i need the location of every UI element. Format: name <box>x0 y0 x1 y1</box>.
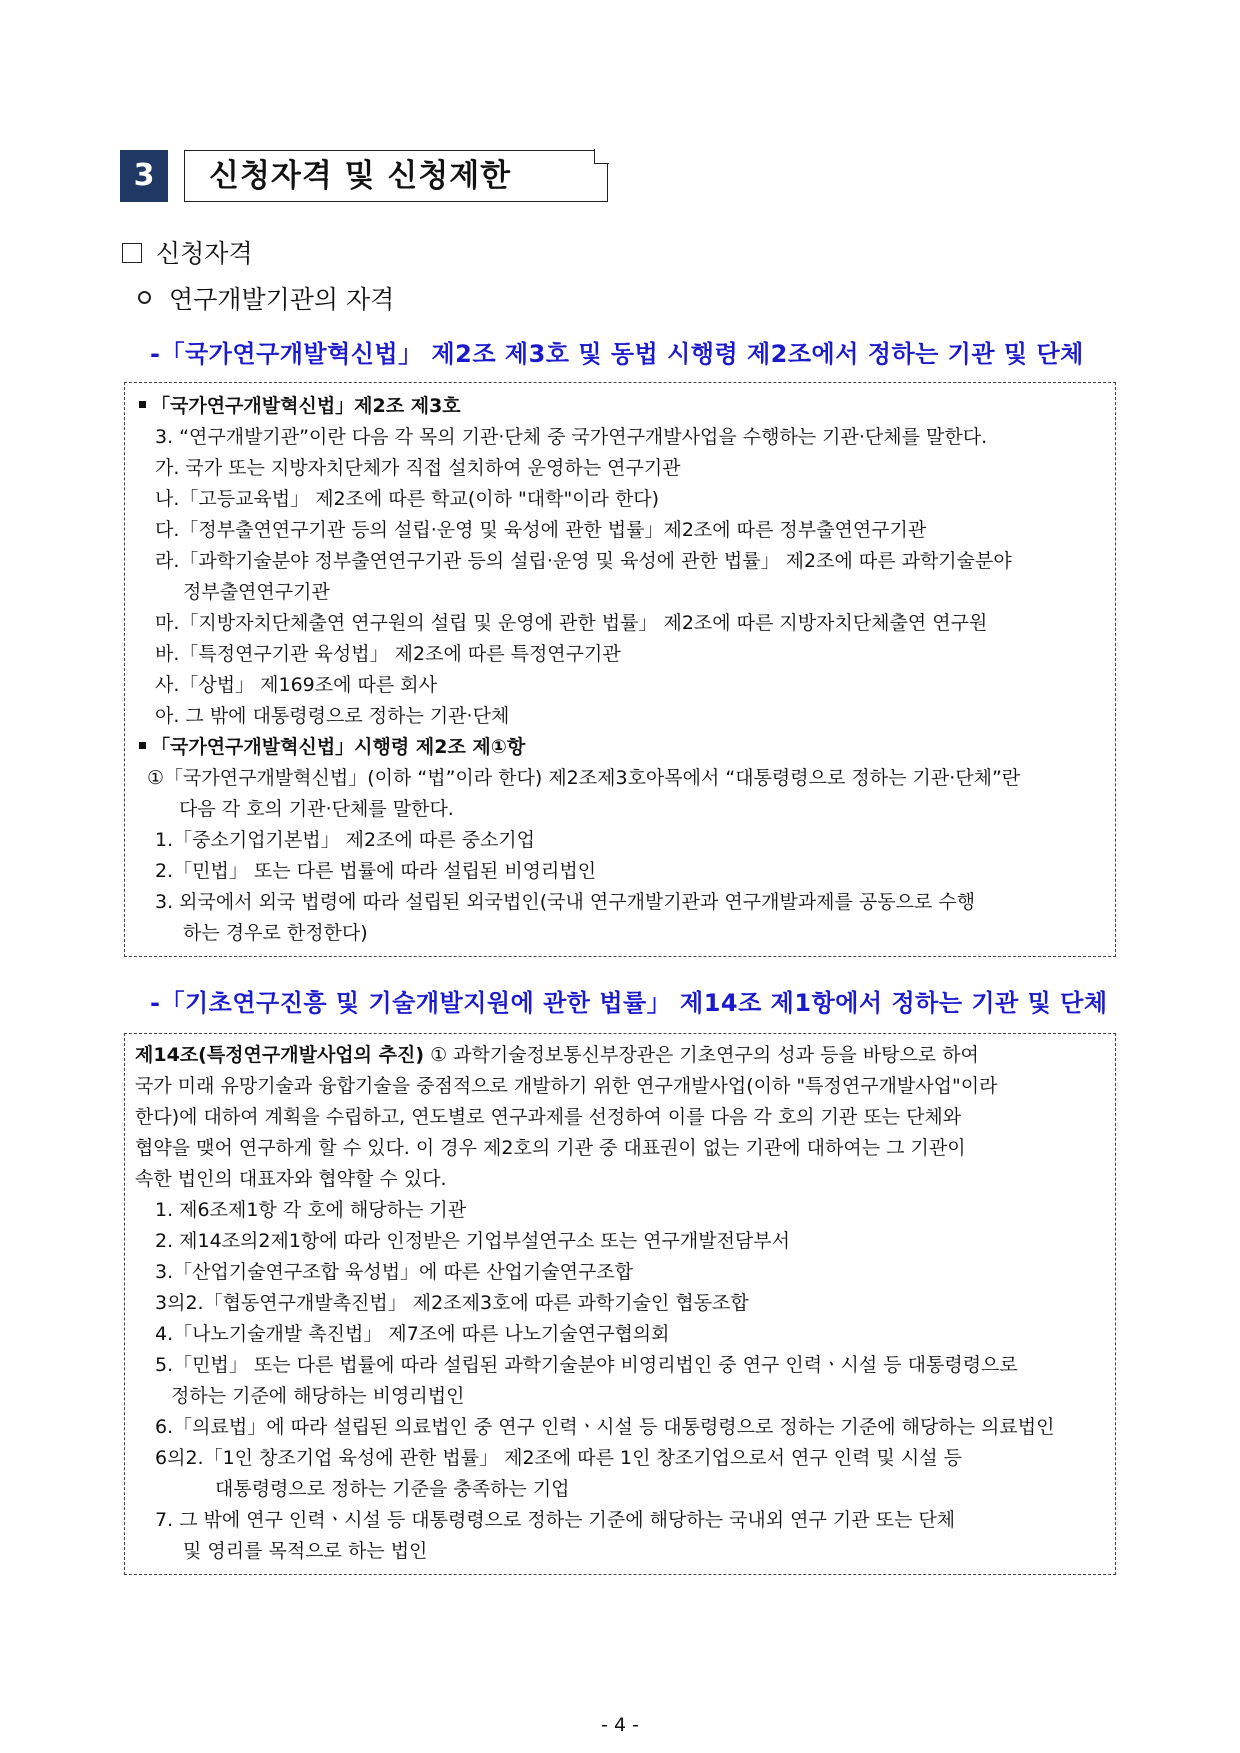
box2-line: 4.「나노기술개발 촉진법」 제7조에 따른 나노기술연구협의회 <box>155 1323 670 1345</box>
box1-line: 1.「중소기업기본법」 제2조에 따른 중소기업 <box>155 829 535 851</box>
box1-line: 다.「정부출연연구기관 등의 설립·운영 및 육성에 관한 법률」제2조에 따른 정부출연연구기관 <box>155 519 927 541</box>
box2-line: 5.「민법」 또는 다른 법률에 따라 설립된 과학기술분야 비영리법인 중 연구 인력ㆍ시설 등 대통령령으로 <box>155 1354 1018 1376</box>
law-box-basic-research-act <box>124 1033 1116 1575</box>
box2-line: 국가 미래 유망기술과 융합기술을 중점적으로 개발하기 위한 연구개발사업(이하 "특정연구개발사업"이라 <box>135 1075 998 1097</box>
blue-heading-basic-research-act: -「기초연구진흥 및 기술개발지원에 관한 법률」 제14조 제1항에서 정하는 기관 및 단체 <box>150 989 1108 1017</box>
square-bullet-icon <box>122 243 142 263</box>
box2-line: 정하는 기준에 해당하는 비영리법인 <box>171 1385 465 1407</box>
page-number: - 4 - <box>601 1714 639 1736</box>
box1-line: 아. 그 밖에 대통령령으로 정하는 기관·단체 <box>155 705 510 727</box>
box2-line: 3.「산업기술연구조합 육성법」에 따른 산업기술연구조합 <box>155 1261 634 1283</box>
box1-line: 2.「민법」 또는 다른 법률에 따라 설립된 비영리법인 <box>155 860 597 882</box>
box1-title-a: 「국가연구개발혁신법」제2조 제3호 <box>139 391 461 422</box>
box2-line: 대통령령으로 정하는 기준을 충족하는 기업 <box>215 1478 570 1500</box>
box1-line: 바.「특정연구기관 육성법」 제2조에 따른 특정연구기관 <box>155 643 621 665</box>
box2-line: 한다)에 대하여 계획을 수립하고, 연도별로 연구과제를 선정하여 이를 다음 각 호의 기관 또는 단체와 <box>135 1106 962 1128</box>
box1-line: 나.「고등교육법」 제2조에 따른 학교(이하 "대학"이라 한다) <box>155 488 660 510</box>
box2-line: 3의2.「협동연구개발촉진법」 제2조제3호에 따른 과학기술인 협동조합 <box>155 1292 749 1314</box>
section-title-text: 신청자격 및 신청제한 <box>209 158 512 194</box>
heading-institution-eligibility <box>138 280 394 316</box>
law-box-innovation-act <box>124 382 1116 957</box>
box1-line: 3. “연구개발기관”이란 다음 각 목의 기관·단체 중 국가연구개발사업을 수행하는 기관·단체를 말한다. <box>155 426 988 448</box>
box2-line: 협약을 맺어 연구하게 할 수 있다. 이 경우 제2호의 기관 중 대표권이 없는 기관에 대하여는 그 기관이 <box>135 1137 966 1159</box>
article-title: 제14조(특정연구개발사업의 추진) <box>135 1044 425 1066</box>
section-title <box>184 150 608 202</box>
folded-corner-icon <box>594 149 609 164</box>
box2-line: 1. 제6조제1항 각 호에 해당하는 기관 <box>155 1199 467 1221</box>
box2-line: 및 영리를 목적으로 하는 법인 <box>183 1540 428 1562</box>
box2-line: 제14조(특정연구개발사업의 추진) ① 과학기술정보통신부장관은 기초연구의 성과 등을 바탕으로 하여 <box>135 1044 979 1066</box>
box1-line: ①「국가연구개발혁신법」(이하 “법”이라 한다) 제2조제3호아목에서 “대통령령으로 정하는 기관·단체”란 <box>147 767 1021 789</box>
heading-eligibility-text: 신청자격 <box>156 239 253 268</box>
box1-line: 하는 경우로 한정한다) <box>183 922 368 944</box>
box2-line: 6.「의료법」에 따라 설립된 의료법인 중 연구 인력ㆍ시설 등 대통령령으로 정하는 기준에 해당하는 의료법인 <box>155 1416 1055 1438</box>
circle-bullet-icon <box>138 291 151 304</box>
heading-eligibility <box>122 234 253 270</box>
box1-line: 마.「지방자치단체출연 연구원의 설립 및 운영에 관한 법률」 제2조에 따른 지방자치단체출연 연구원 <box>155 612 988 634</box>
filled-square-icon <box>139 742 146 749</box>
blue-heading-innovation-act: -「국가연구개발혁신법」 제2조 제3호 및 동법 시행령 제2조에서 정하는 기관 및 단체 <box>150 340 1084 368</box>
box1-line: 정부출연연구기관 <box>183 581 330 603</box>
box1-line: 가. 국가 또는 지방자치단체가 직접 설치하여 운영하는 연구기관 <box>155 457 681 479</box>
box1-line: 3. 외국에서 외국 법령에 따라 설립된 외국법인(국내 연구개발기관과 연구개발과제를 공동으로 수행 <box>155 891 976 913</box>
box1-title-b: 「국가연구개발혁신법」시행령 제2조 제①항 <box>139 732 525 763</box>
heading-institution-text: 연구개발기관의 자격 <box>169 285 395 314</box>
box2-line: 2. 제14조의2제1항에 따라 인정받은 기업부설연구소 또는 연구개발전담부서 <box>155 1230 790 1252</box>
section-number: 3 <box>120 150 168 202</box>
box2-line: 속한 법인의 대표자와 협약할 수 있다. <box>135 1168 447 1190</box>
filled-square-icon <box>139 401 146 408</box>
box1-line: 다음 각 호의 기관·단체를 말한다. <box>179 798 454 820</box>
box1-line: 사.「상법」 제169조에 따른 회사 <box>155 674 437 696</box>
box2-line: 6의2.「1인 창조기업 육성에 관한 법률」 제2조에 따른 1인 창조기업으로서 연구 인력 및 시설 등 <box>155 1447 963 1469</box>
box2-line: 7. 그 밖에 연구 인력ㆍ시설 등 대통령령으로 정하는 기준에 해당하는 국내외 연구 기관 또는 단체 <box>155 1509 956 1531</box>
box1-line: 라.「과학기술분야 정부출연연구기관 등의 설립·운영 및 육성에 관한 법률」 제2조에 따른 과학기술분야 <box>155 550 1012 572</box>
